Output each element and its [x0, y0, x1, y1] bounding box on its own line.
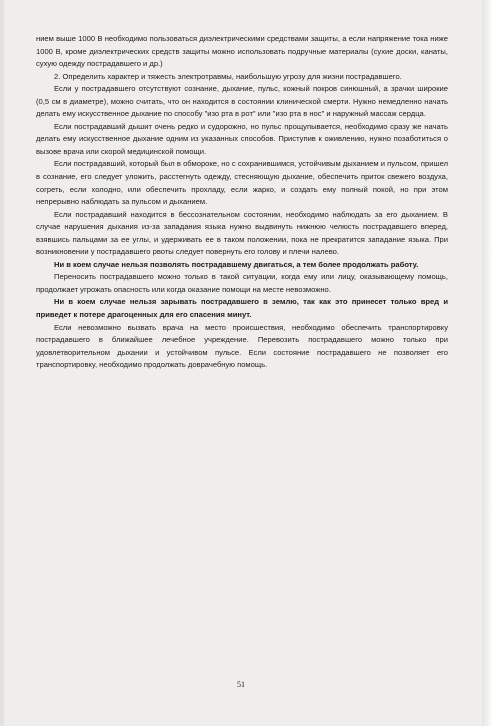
paragraph-continuation: нием выше 1000 В необходимо пользоваться диэлектрическими средствами защиты, а если напряжение тока ниже 1000 В, кроме диэлектрических средств защиты можно использовать подручные материалы (сухие доски, канаты, сухую одежду пострадавшего и др.) [36, 34, 448, 69]
page-left-edge [0, 0, 4, 726]
warning-do-not-bury: Ни в коем случае нельзя зарывать пострадавшего в землю, так как это принесет только вред и приведет к потере драгоценных для его спасения минут. [36, 297, 448, 320]
paragraph-step-2: 2. Определить характер и тяжесть электротравмы, наибольшую угрозу для жизни пострадавшего. [54, 71, 402, 81]
paragraph-carrying: Переносить пострадавшего можно только в такой ситуации, когда ему или лицу, оказывающему помощь, продолжает угрожать опасность или когда оказание помощи на месте невозможно. [36, 272, 448, 294]
paragraph-clinical-death: Если у пострадавшего отсутствуют сознание, дыхание, пульс, кожный покров синюшный, а зрачки широкие (0,5 см в диаметре), можно считать, что он находится в состоянии клинической смерти. Нужно немедленно начать делать ему искусственное дыхание по способу "изо рта в рот" или "изо рта в нос" и наружный массаж сердца. [36, 84, 448, 119]
warning-do-not-move: Ни в коем случае нельзя позволять пострадавшему двигаться, а тем более продолжать работу. [54, 259, 419, 269]
paragraph-unconscious: Если пострадавший находится в бессознательном состоянии, необходимо наблюдать за его дыханием. В случае нарушения дыхания из-за западания языка нужно выдвинуть нижнюю челюсть пострадавшего вперед, взявшись пальцами за ее углы, и удерживать ее в таком положении, пока не прекратится западание языка. При возникновении у пострадавшего рвоты следует повернуть его голову и плечи налево. [36, 209, 448, 257]
body-text [36, 33, 448, 372]
page-number: 51 [237, 680, 245, 689]
paragraph-fainting: Если пострадавший, который был в обмороке, но с сохранившимся, устойчивым дыханием и пульсом, пришел в сознание, его следует уложить, расстегнуть одежду, стесняющую дыхание, обеспечить приток свежего воздуха, согреть, если холодно, или обеспечить прохладу, если жарко, и создать ему полный покой, но при этом непрерывно наблюдать за пульсом и дыханием. [36, 159, 448, 207]
page-right-edge [482, 0, 492, 726]
paragraph-transport: Если невозможно вызвать врача на место происшествия, необходимо обеспечить транспортировку пострадавшего в ближайшее лечебное учреждение. Перевозить пострадавшего можно только при удовлетворительном дыхании и устойчивом пульсе. Если состояние пострадавшего не позволяет его транспортировку, необходимо продолжать доврачебную помощь. [36, 322, 448, 370]
paragraph-rare-breathing: Если пострадавший дышит очень редко и судорожно, но пульс прощупывается, необходимо сразу же начать делать ему искусственное дыхание одним из указанных способов. Приступив к оживлению, нужно позаботиться о вызове врача или скорой медицинской помощи. [36, 121, 448, 156]
